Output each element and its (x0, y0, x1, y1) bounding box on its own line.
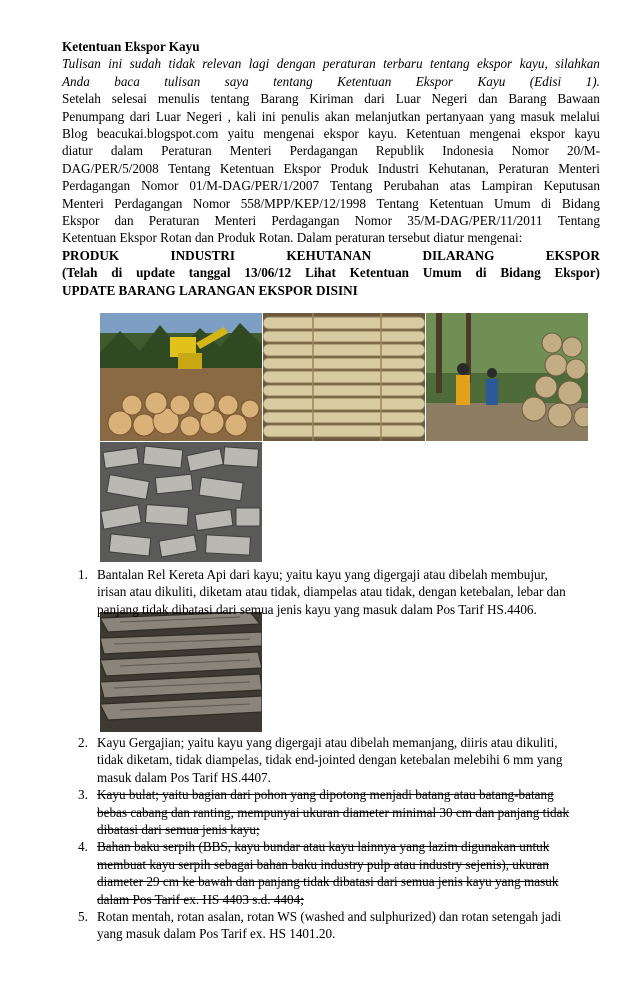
word: selesai (111, 91, 147, 107)
word: Luar (155, 108, 181, 124)
list-item-number: 2. (78, 735, 88, 750)
body-line (62, 212, 600, 229)
list-item-text-line: dibatasi dari semua jenis kayu; (97, 822, 260, 838)
word: Perubahan (383, 178, 439, 194)
intro-italic-paragraph (62, 55, 600, 90)
prohibited-items-list-part1 (78, 566, 608, 618)
prohibited-items-list-part2 (78, 734, 608, 943)
list-item-text-line: tidak diketam, tidak diampelas, tidak end-jointed dengan ketebalan melebihi 6 mm yang (97, 752, 563, 768)
word: Ketentuan (337, 73, 392, 89)
word: (Telah (62, 265, 98, 281)
list-item-number: 3. (78, 787, 88, 803)
word: melanjutkan (355, 108, 421, 124)
word: Menteri (229, 143, 272, 159)
document-page (62, 38, 600, 299)
body-line (62, 177, 600, 194)
word: Kiriman (309, 91, 354, 107)
word: Peraturan (148, 213, 200, 229)
word: Perdagangan (289, 143, 358, 159)
word: Bawaan (557, 91, 600, 107)
word: Produk (330, 160, 369, 176)
word: Ketentuan (406, 126, 461, 142)
word: ekspor (477, 56, 513, 72)
word: Indonesia (442, 143, 494, 159)
word: Blog (62, 126, 88, 142)
list-item-text-line: yang masuk dalam Pos Tarif ex. HS 1401.20. (97, 926, 336, 942)
word: lagi (248, 56, 270, 72)
word: Tentang (330, 178, 373, 194)
list-item-number: 1. (78, 567, 88, 582)
word: Peraturan (161, 143, 212, 159)
word: peraturan (322, 56, 376, 72)
word: Negeri (186, 108, 223, 124)
body-line (62, 142, 600, 159)
word: Peraturan (498, 160, 549, 176)
word: Bidang (500, 265, 541, 281)
word: Ekspor (283, 160, 321, 176)
word: dan (114, 213, 134, 229)
word: 01/M-DAG/PER/1/2007 (189, 178, 320, 194)
word: DILARANG (422, 247, 495, 263)
word: sudah (129, 56, 162, 72)
word: Lihat (305, 265, 336, 281)
word: (Edisi (529, 73, 562, 89)
list-item-number: 4. (78, 839, 88, 855)
heading-update-note (62, 264, 600, 281)
word: , (227, 108, 231, 124)
photo-stone-blocks (100, 442, 262, 562)
word: Republik (375, 143, 425, 159)
word: tentang (430, 56, 470, 72)
word: Tulisan (62, 56, 101, 72)
list-item (78, 786, 608, 838)
word: tanggal (188, 265, 231, 281)
list-item-text-line: membuat kayu serpih sebagai bahan baku industry pulp atau industry sejenis), ukuran (97, 856, 549, 872)
word: Ekspor (415, 73, 454, 89)
word: Tentang (168, 160, 211, 176)
word: Luar (395, 91, 421, 107)
word: Nomor (192, 195, 231, 211)
word: 558/MPP/KEP/12/1998 (240, 195, 366, 211)
list-item-text-line: panjang tidak dibatasi dari semua jenis kayu yang masuk dalam Pos Tarif HS.4406. (97, 601, 537, 617)
word: melalui (560, 108, 600, 124)
word: KEHUTANAN (286, 247, 372, 263)
word: Menteri (214, 213, 257, 229)
word: PRODUK (62, 247, 120, 263)
word: Bidang (561, 195, 600, 211)
photo-log-loading (100, 313, 262, 441)
list-item-number: 5. (78, 909, 88, 925)
body-line (62, 90, 600, 107)
list-item (78, 838, 608, 908)
word: silahkan (555, 56, 600, 72)
word: Nomor (354, 213, 393, 229)
word: Barang (508, 91, 547, 107)
list-item-text-line: irisan atau dikuliti, diketam atau tidak, diampelas atau tidak, dengan ketebalan, lebar dan (97, 584, 566, 600)
word: terbaru (383, 56, 423, 72)
word: pertanyaan (425, 108, 484, 124)
word: diatur (62, 143, 93, 159)
word: kayu (574, 126, 600, 142)
photo-forest-workers (426, 313, 588, 441)
word: tentang (210, 91, 250, 107)
word: Ketentuan (349, 265, 410, 281)
list-item-text-line: Bantalan Rel Kereta Api dari kayu; yaitu kayu yang digergaji atau dibelah membujur, (97, 567, 548, 582)
word: Lampiran (481, 178, 533, 194)
word: Perdagangan (62, 178, 131, 194)
word: yaitu (227, 126, 254, 142)
word: relevan (202, 56, 242, 72)
word: ini (108, 56, 123, 72)
photo-railway-sleepers (100, 612, 262, 732)
word: Anda (62, 73, 90, 89)
word: Kehutanan, (428, 160, 489, 176)
word: Perdagangan (271, 213, 340, 229)
update-link[interactable]: UPDATE BARANG LARANGAN EKSPOR DISINI (62, 282, 358, 298)
word: masuk (520, 108, 555, 124)
word: Ekspor) (554, 265, 600, 281)
list-item-text-line: Rotan mentah, rotan asalan, rotan WS (washed and sulphurized) dan rotan setengah jadi (97, 909, 562, 925)
word: Penumpang (62, 108, 125, 124)
word: di (111, 265, 123, 281)
intro-line (62, 55, 600, 72)
word: akan (324, 108, 350, 124)
body-line (62, 195, 600, 212)
word: beacukai.blogspot.com (96, 126, 219, 142)
word: dari (364, 91, 385, 107)
word: EKSPOR (545, 247, 600, 263)
intro-line (62, 73, 600, 90)
section-heading (62, 247, 600, 282)
word: saya (224, 73, 249, 89)
word: tentang (273, 73, 313, 89)
word: ini (261, 108, 276, 124)
word: Barang (260, 91, 299, 107)
list-item-text-line: dalam Pos Tarif ex. HS 4403 s.d. 4404; (97, 891, 304, 907)
word: kali (236, 108, 257, 124)
word: Tentang (376, 195, 419, 211)
word: Menteri (558, 160, 600, 176)
word: DAG/PER/5/2008 (62, 160, 159, 176)
heading-line (62, 247, 600, 264)
word: mengenai (263, 126, 315, 142)
word: Nomor (511, 143, 549, 159)
list-item (78, 566, 608, 618)
list-item-text-line: bebas cabang dan ranting, mempunyai ukuran diameter minimal 30 cm dan panjang tidak (97, 804, 570, 820)
word: Ekspor (62, 213, 100, 229)
list-item (78, 734, 608, 786)
word: baca (114, 73, 140, 89)
word: update (136, 265, 175, 281)
word: kayu. (368, 126, 397, 142)
word: Umum (493, 195, 531, 211)
body-line (62, 160, 600, 177)
word: Industri (377, 160, 419, 176)
list-item-text-line: Bahan baku serpih (BBS, kayu bundar atau kayu lainnya yang lazim digunakan untuk (97, 839, 550, 855)
word: ekspor (323, 126, 359, 142)
word: di (475, 265, 487, 281)
word: dari (129, 108, 151, 124)
word: Tentang (557, 213, 600, 229)
word: 20/M- (567, 143, 600, 159)
word: Setelah (62, 91, 101, 107)
document-title: Ketentuan Ekspor Kayu (62, 39, 200, 54)
word: dengan (276, 56, 316, 72)
word: yang (489, 108, 515, 124)
list-item-text-line: masuk dalam Pos Tarif HS.4407. (97, 769, 271, 785)
word: di (541, 195, 552, 211)
body-line (62, 125, 600, 142)
word: penulis (281, 108, 320, 124)
word: Ketentuan (219, 160, 275, 176)
word: atas (449, 178, 471, 194)
word: Negeri (431, 91, 468, 107)
word: 1). (585, 73, 600, 89)
word: dalam (110, 143, 144, 159)
word: 35/M-DAG/PER/11/2011 (407, 213, 543, 229)
word: Nomor (141, 178, 179, 194)
word: INDUSTRI (170, 247, 236, 263)
word: 13/06/12 (244, 265, 292, 281)
word: Menteri (62, 195, 104, 211)
list-item (78, 908, 608, 943)
body-last-line: Ketentuan Ekspor Rotan dan Produk Rotan. Dalam peraturan tersebut diatur mengenai: (62, 230, 523, 246)
list-item-text-line: Kayu bulat; yaitu bagian dari pohon yang dipotong menjadi batang atau batang-batang (97, 787, 554, 803)
word: Perdagangan (114, 195, 183, 211)
list-item-text-line: Kayu Gergajian; yaitu kayu yang digergaji atau dibelah memanjang, diiris atau dikuliti, (97, 735, 558, 750)
word: Keputusan (543, 178, 600, 194)
body-line (62, 108, 600, 125)
word: menulis (157, 91, 200, 107)
word: mengenai (469, 126, 521, 142)
word: tidak (168, 56, 195, 72)
word: ekspor (529, 126, 566, 142)
body-paragraph (62, 90, 600, 229)
word: tulisan (164, 73, 201, 89)
word: dan (478, 91, 498, 107)
list-item-text-line: diameter 29 cm ke bawah dan panjang tidak dibatasi dari semua jenis kayu yang masuk (97, 874, 559, 890)
word: Kayu (477, 73, 506, 89)
word: Umum (422, 265, 462, 281)
word: kayu, (519, 56, 548, 72)
word: Ketentuan (429, 195, 484, 211)
photo-bamboo (263, 313, 425, 441)
